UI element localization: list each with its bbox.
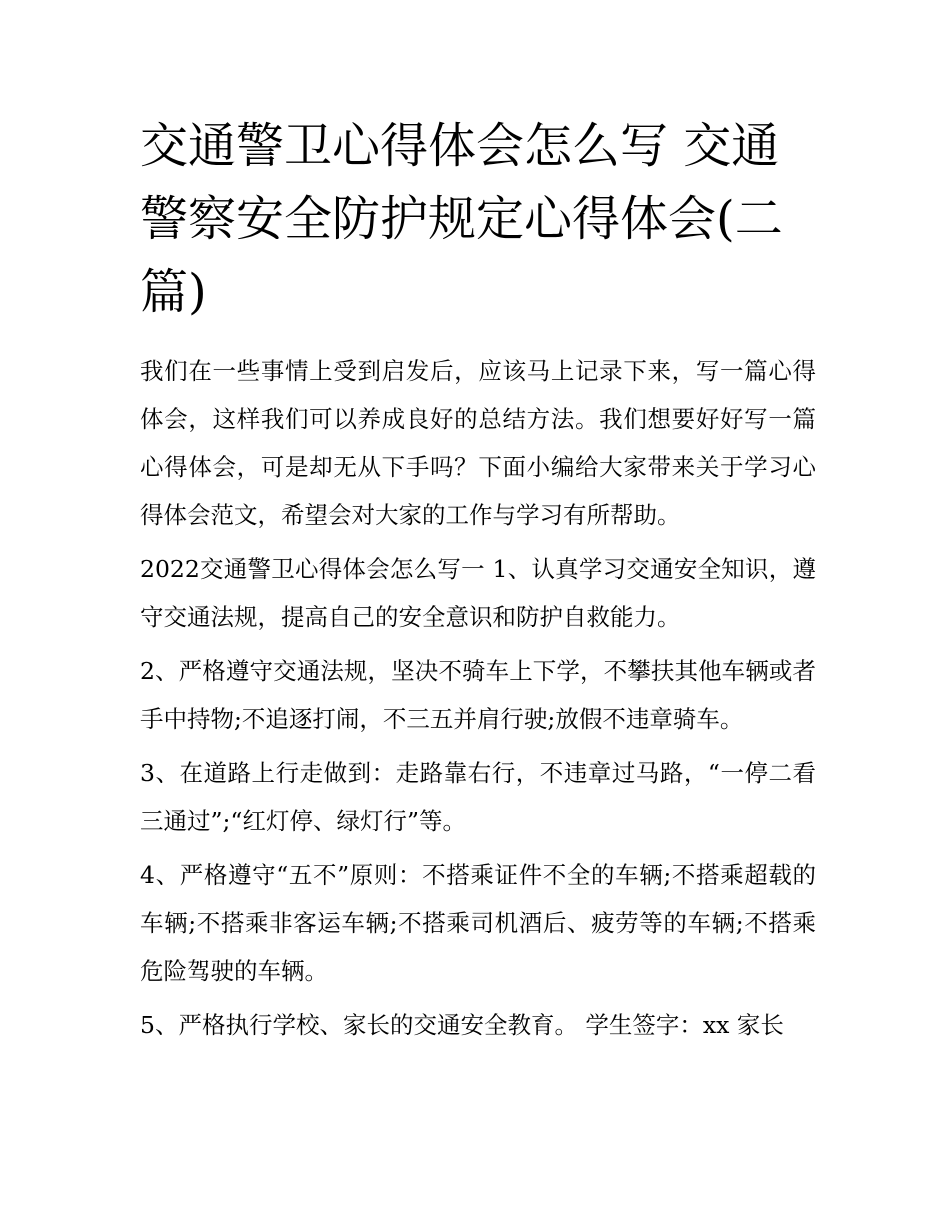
paragraph-item-5: 5、严格执行学校、家长的交通安全教育。 学生签字：xx 家长 bbox=[140, 1011, 784, 1039]
intro-paragraph: 我们在一些事情上受到启发后，应该马上记录下来，写一篇心得体会，这样我们可以养成良好的总结方法。我们想要好好写一篇心得体会，可是却无从下手吗？下面小编给大家带来关于学习心得体会范文，希望会对大家的工作与学习有所帮助。 bbox=[140, 357, 816, 529]
document-title: 交通警卫心得体会怎么写 交通警察安全防护规定心得体会(二篇) bbox=[140, 118, 783, 320]
paragraph-item-4: 4、严格遵守“五不”原则：不搭乘证件不全的车辆;不搭乘超载的车辆;不搭乘非客运车辆;不搭乘司机酒后、疲劳等的车辆;不搭乘危险驾驶的车辆。 bbox=[140, 861, 816, 985]
paragraph-item-2: 2、严格遵守交通法规，坚决不骑车上下学，不攀扶其他车辆或者手中持物;不追逐打闹，不三五并肩行驶;放假不违章骑车。 bbox=[140, 657, 816, 733]
paragraph-item-1: 2022交通警卫心得体会怎么写一 1、认真学习交通安全知识，遵守交通法规，提高自己的安全意识和防护自救能力。 bbox=[140, 555, 816, 631]
paragraph-item-3: 3、在道路上行走做到：走路靠右行，不违章过马路，“一停二看三通过”;“红灯停、绿灯行”等。 bbox=[140, 759, 816, 835]
document-page bbox=[140, 110, 816, 1055]
